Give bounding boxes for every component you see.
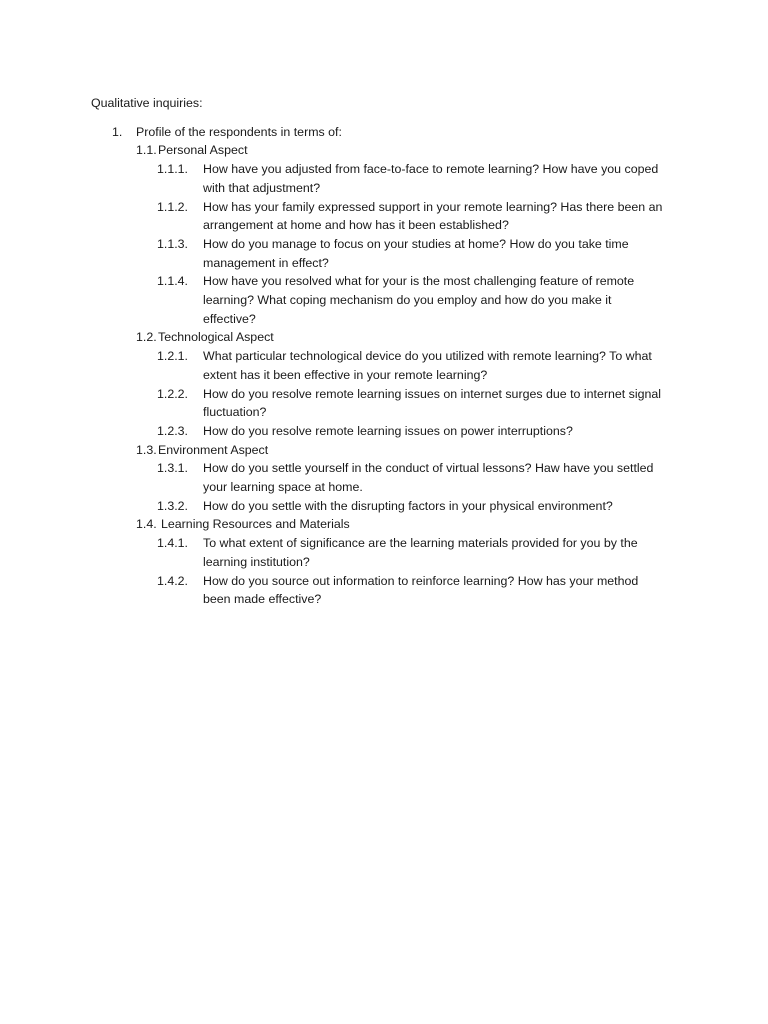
item-text-line: arrangement at home and how has it been established? [203,218,509,233]
item-text-line: To what extent of significance are the learning materials provided for you by the [203,536,638,551]
item-number: 1. [112,124,123,139]
item-number: 1.2. [136,330,157,345]
question-item [91,160,691,197]
item-text-line: Profile of the respondents in terms of: [136,124,342,139]
item-text-line: How do you settle with the disrupting factors in your physical environment? [203,498,613,513]
item-number: 1.4. [136,517,157,532]
subsection-item [91,441,691,460]
question-item [91,347,691,384]
item-text-line: Environment Aspect [158,442,269,457]
item-text-line: How do you settle yourself in the conduct of virtual lessons? Haw have you settled [203,461,654,476]
item-text-line: How do you resolve remote learning issues on power interruptions? [203,423,573,438]
item-number: 1.1.4. [157,274,189,289]
question-item [91,534,691,571]
item-text-line: How have you adjusted from face-to-face to remote learning? How have you coped [203,162,659,177]
item-number: 1.4.2. [157,573,189,588]
section-item [91,123,691,142]
item-text-line: learning? What coping mechanism do you employ and how do you make it [203,293,612,308]
item-number: 1.3.2. [157,498,189,513]
subsection-item [91,328,691,347]
item-text-line: How do you source out information to reinforce learning? How has your method [203,573,639,588]
item-text-line: fluctuation? [203,405,267,420]
document-heading: Qualitative inquiries: [91,96,203,110]
question-item [91,198,691,235]
item-number: 1.1. [136,143,157,158]
item-number: 1.1.2. [157,199,189,214]
question-item [91,497,691,516]
document-body [91,94,691,609]
item-text-line: learning institution? [203,554,310,569]
item-text-line: been made effective? [203,592,322,607]
item-text-line: management in effect? [203,255,329,270]
item-number: 1.3. [136,442,157,457]
question-item [91,272,691,328]
item-text-line: Learning Resources and Materials [161,517,350,532]
item-text-line: How has your family expressed support in your remote learning? Has there been an [203,199,663,214]
item-text-line: effective? [203,311,256,326]
question-item [91,459,691,496]
item-number: 1.2.1. [157,349,189,364]
item-text-line: Technological Aspect [158,330,274,345]
item-number: 1.4.1. [157,536,189,551]
question-item [91,385,691,422]
inquiry-list [91,123,691,609]
subsection-item [91,515,691,534]
question-item [91,572,691,609]
item-number: 1.1.1. [157,162,189,177]
item-text-line: Personal Aspect [158,143,248,158]
item-text-line: What particular technological device do you utilized with remote learning? To what [203,349,652,364]
item-text-line: your learning space at home. [203,480,363,495]
question-item [91,422,691,441]
item-text-line: How do you resolve remote learning issues on internet surges due to internet signal [203,386,662,401]
item-text-line: extent has it been effective in your remote learning? [203,367,488,382]
item-number: 1.2.3. [157,423,189,438]
subsection-item [91,141,691,160]
item-text-line: with that adjustment? [203,180,321,195]
question-item [91,235,691,272]
item-number: 1.2.2. [157,386,189,401]
item-text-line: How have you resolved what for your is the most challenging feature of remote [203,274,635,289]
item-text-line: How do you manage to focus on your studies at home? How do you take time [203,236,629,251]
item-number: 1.3.1. [157,461,189,476]
item-number: 1.1.3. [157,236,189,251]
